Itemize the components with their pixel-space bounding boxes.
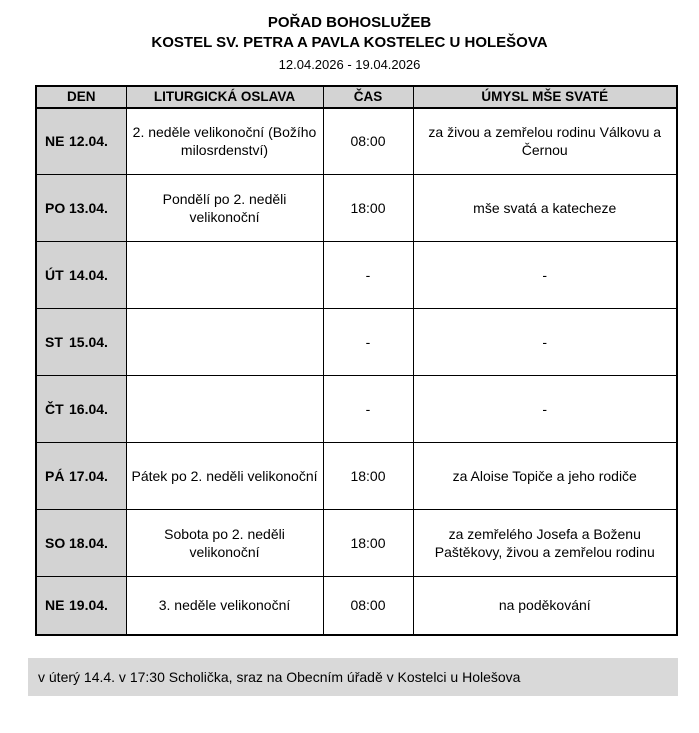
day-date: 13.04.	[69, 200, 108, 216]
feast-cell	[126, 242, 323, 309]
feast-cell	[126, 376, 323, 443]
feast-cell	[126, 309, 323, 376]
day-cell	[36, 443, 126, 510]
intention-cell: -	[413, 309, 677, 376]
day-abbr: SO	[45, 535, 66, 551]
intention-cell: na poděkování	[413, 577, 677, 635]
day-abbr: PO	[45, 200, 66, 216]
intention-cell: za zemřelého Josefa a Boženu Paštěkovy, živou a zemřelou rodinu	[413, 510, 677, 577]
day-date: 12.04.	[69, 133, 108, 150]
day-cell	[36, 242, 126, 309]
table-row	[36, 175, 677, 242]
table-header-row	[36, 86, 677, 108]
intention-cell: za živou a zemřelou rodinu Válkovu a Černou	[413, 108, 677, 175]
feast-cell: Pátek po 2. neděli velikonoční	[126, 443, 323, 510]
schedule-table	[35, 85, 678, 636]
intention-cell: mše svatá a katecheze	[413, 175, 677, 242]
time-cell: -	[323, 376, 413, 443]
day-date: 18.04.	[69, 535, 108, 551]
intention-cell: -	[413, 242, 677, 309]
feast-cell: 3. neděle velikonoční	[126, 577, 323, 635]
day-abbr: NE	[45, 597, 65, 614]
time-cell: -	[323, 242, 413, 309]
day-cell	[36, 175, 126, 242]
time-cell: 08:00	[323, 108, 413, 175]
table-row	[36, 376, 677, 443]
intention-cell: za Aloise Topiče a jeho rodiče	[413, 443, 677, 510]
table-row	[36, 510, 677, 577]
time-cell: -	[323, 309, 413, 376]
day-abbr: NE	[45, 133, 65, 150]
column-header-den: DEN	[36, 86, 126, 108]
day-abbr: ÚT	[45, 267, 64, 283]
footer-note: v úterý 14.4. v 17:30 Scholička, sraz na Obecním úřadě v Kostelci u Holešova	[28, 658, 678, 696]
day-date: 15.04.	[69, 334, 108, 350]
day-date: 16.04.	[69, 401, 108, 417]
column-header-cas: ČAS	[323, 86, 413, 108]
time-cell: 18:00	[323, 175, 413, 242]
table-row	[36, 108, 677, 175]
day-cell	[36, 510, 126, 577]
day-abbr: PÁ	[45, 468, 65, 484]
page-subtitle: KOSTEL SV. PETRA A PAVLA KOSTELEC U HOLEŠOVA	[151, 34, 548, 52]
day-date: 14.04.	[69, 267, 108, 283]
feast-cell: Sobota po 2. neděli velikonoční	[126, 510, 323, 577]
column-header-oslava: LITURGICKÁ OSLAVA	[126, 86, 323, 108]
document-header	[0, 0, 699, 72]
time-cell: 08:00	[323, 577, 413, 635]
feast-cell: 2. neděle velikonoční (Božího milosrdenství)	[126, 108, 323, 175]
day-cell	[36, 309, 126, 376]
day-date: 19.04.	[69, 597, 108, 614]
feast-cell: Pondělí po 2. neděli velikonoční	[126, 175, 323, 242]
day-cell	[36, 577, 126, 635]
day-abbr: ČT	[45, 401, 64, 417]
intention-cell: -	[413, 376, 677, 443]
column-header-umysl: ÚMYSL MŠE SVATÉ	[413, 86, 677, 108]
table-row	[36, 309, 677, 376]
time-cell: 18:00	[323, 443, 413, 510]
time-cell: 18:00	[323, 510, 413, 577]
table-row	[36, 443, 677, 510]
day-abbr: ST	[45, 334, 63, 350]
table-row	[36, 242, 677, 309]
day-date: 17.04.	[69, 468, 108, 484]
day-cell	[36, 376, 126, 443]
day-cell	[36, 108, 126, 175]
page-title: POŘAD BOHOSLUŽEB	[267, 14, 432, 31]
date-range: 12.04.2026 - 19.04.2026	[278, 56, 421, 72]
table-row	[36, 577, 677, 635]
